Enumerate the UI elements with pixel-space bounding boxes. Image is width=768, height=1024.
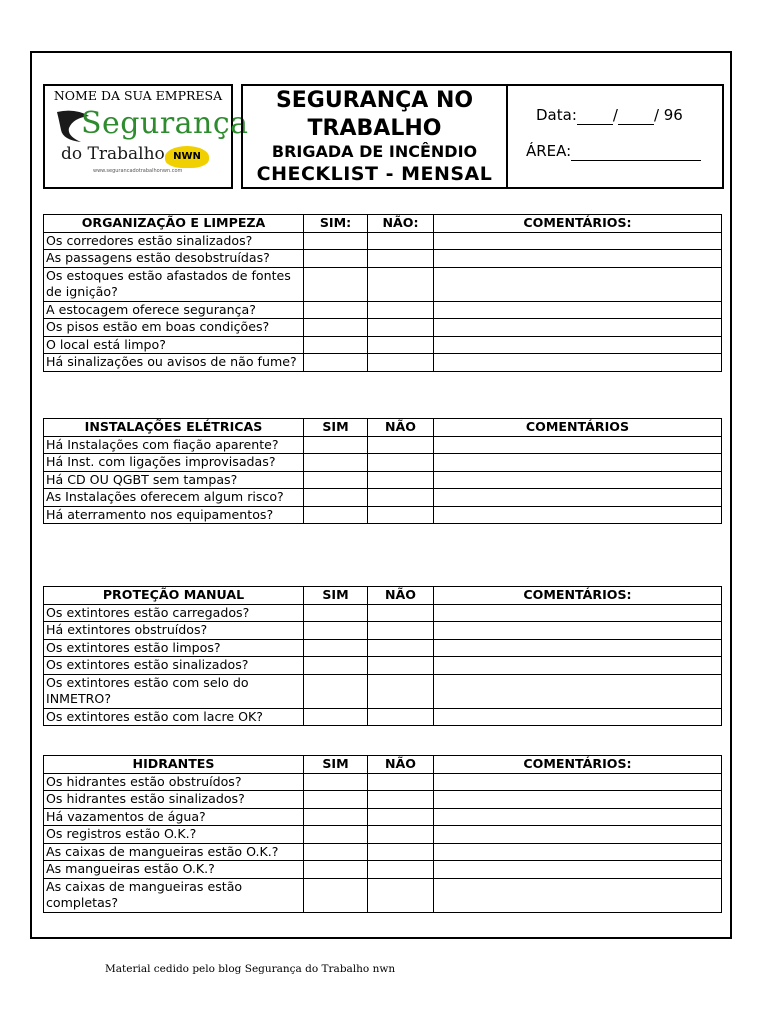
nao-cell[interactable]	[368, 808, 434, 826]
sim-cell[interactable]	[304, 436, 368, 454]
comentarios-cell[interactable]	[434, 773, 722, 791]
table-row	[44, 319, 722, 337]
comentarios-cell[interactable]	[434, 674, 722, 708]
nao-cell[interactable]	[368, 773, 434, 791]
sim-cell[interactable]	[304, 674, 368, 708]
question-cell: Há vazamentos de água?	[44, 808, 304, 826]
table-row	[44, 861, 722, 879]
col-sim-header: SIM	[304, 756, 368, 774]
nao-cell[interactable]	[368, 489, 434, 507]
nao-cell[interactable]	[368, 604, 434, 622]
date-field[interactable]	[536, 106, 683, 125]
sim-cell[interactable]	[304, 336, 368, 354]
comentarios-cell[interactable]	[434, 471, 722, 489]
nao-cell[interactable]	[368, 301, 434, 319]
question-cell: Os hidrantes estão obstruídos?	[44, 773, 304, 791]
table-organizacao-limpeza	[43, 214, 722, 372]
question-cell: Há CD OU QGBT sem tampas?	[44, 471, 304, 489]
col-nao-header: NÃO	[368, 756, 434, 774]
comentarios-cell[interactable]	[434, 604, 722, 622]
table-row	[44, 354, 722, 372]
date-area-box	[506, 84, 724, 189]
sim-cell[interactable]	[304, 471, 368, 489]
sim-cell[interactable]	[304, 826, 368, 844]
question-cell: As mangueiras estão O.K.?	[44, 861, 304, 879]
sim-cell[interactable]	[304, 808, 368, 826]
nao-cell[interactable]	[368, 232, 434, 250]
nao-cell[interactable]	[368, 250, 434, 268]
table-row	[44, 336, 722, 354]
question-cell: Os extintores estão com selo do INMETRO?	[44, 674, 304, 708]
table-header-row	[44, 419, 722, 437]
section-title: ORGANIZAÇÃO E LIMPEZA	[44, 215, 304, 233]
table-row	[44, 489, 722, 507]
question-cell: Os pisos estão em boas condições?	[44, 319, 304, 337]
col-nao-header: NÃO	[368, 419, 434, 437]
col-nao-header: NÃO:	[368, 215, 434, 233]
table-row	[44, 454, 722, 472]
col-comentarios-header: COMENTÁRIOS:	[434, 587, 722, 605]
title-line-4: CHECKLIST - MENSAL	[256, 163, 493, 185]
comentarios-cell[interactable]	[434, 878, 722, 912]
sim-cell[interactable]	[304, 454, 368, 472]
logo-url: www.segurancadotrabalhonwn.com	[93, 168, 183, 174]
area-label: ÁREA:	[526, 142, 572, 160]
nao-cell[interactable]	[368, 319, 434, 337]
comentarios-cell[interactable]	[434, 301, 722, 319]
nao-cell[interactable]	[368, 506, 434, 524]
sim-cell[interactable]	[304, 250, 368, 268]
date-separator: /	[612, 106, 618, 124]
table-row	[44, 301, 722, 319]
sim-cell[interactable]	[304, 489, 368, 507]
comentarios-cell[interactable]	[434, 232, 722, 250]
comentarios-cell[interactable]	[434, 808, 722, 826]
question-cell: Os extintores estão limpos?	[44, 639, 304, 657]
col-comentarios-header: COMENTÁRIOS:	[434, 215, 722, 233]
comentarios-cell[interactable]	[434, 436, 722, 454]
nao-cell[interactable]	[368, 674, 434, 708]
nao-cell[interactable]	[368, 791, 434, 809]
table-header-row	[44, 756, 722, 774]
comentarios-cell[interactable]	[434, 454, 722, 472]
comentarios-cell[interactable]	[434, 250, 722, 268]
question-cell: As Instalações oferecem algum risco?	[44, 489, 304, 507]
title-line-1: SEGURANÇA NO	[275, 88, 474, 113]
question-cell: Os extintores estão sinalizados?	[44, 657, 304, 675]
company-name: NOME DA SUA EMPRESA	[53, 88, 223, 103]
comentarios-cell[interactable]	[434, 791, 722, 809]
question-cell: A estocagem oferece segurança?	[44, 301, 304, 319]
title-line-3: BRIGADA DE INCÊNDIO	[271, 142, 478, 161]
comentarios-cell[interactable]	[434, 506, 722, 524]
table-row	[44, 843, 722, 861]
nao-cell[interactable]	[368, 639, 434, 657]
nao-cell[interactable]	[368, 878, 434, 912]
comentarios-cell[interactable]	[434, 489, 722, 507]
nao-cell[interactable]	[368, 267, 434, 301]
table-row	[44, 808, 722, 826]
question-cell: Os registros estão O.K.?	[44, 826, 304, 844]
table-hidrantes	[43, 755, 722, 913]
sim-cell[interactable]	[304, 622, 368, 640]
table-row	[44, 232, 722, 250]
question-cell: O local está limpo?	[44, 336, 304, 354]
area-field[interactable]	[526, 142, 701, 161]
comentarios-cell[interactable]	[434, 354, 722, 372]
table-row	[44, 708, 722, 726]
table-row	[44, 639, 722, 657]
sim-cell[interactable]	[304, 639, 368, 657]
question-cell: Há Inst. com ligações improvisadas?	[44, 454, 304, 472]
comentarios-cell[interactable]	[434, 708, 722, 726]
comentarios-cell[interactable]	[434, 861, 722, 879]
sim-cell[interactable]	[304, 773, 368, 791]
sim-cell[interactable]	[304, 657, 368, 675]
table-row	[44, 791, 722, 809]
table-row	[44, 878, 722, 912]
nao-cell[interactable]	[368, 657, 434, 675]
table-protecao-manual	[43, 586, 722, 726]
date-year: / 96	[653, 106, 683, 124]
section-title: HIDRANTES	[44, 756, 304, 774]
sim-cell[interactable]	[304, 319, 368, 337]
table-row	[44, 657, 722, 675]
table-row	[44, 622, 722, 640]
nao-cell[interactable]	[368, 454, 434, 472]
logo	[55, 106, 249, 178]
table-row	[44, 826, 722, 844]
nao-cell[interactable]	[368, 861, 434, 879]
col-sim-header: SIM	[304, 419, 368, 437]
table-header-row	[44, 587, 722, 605]
table-row	[44, 471, 722, 489]
comentarios-cell[interactable]	[434, 639, 722, 657]
nao-cell[interactable]	[368, 436, 434, 454]
comentarios-cell[interactable]	[434, 843, 722, 861]
comentarios-cell[interactable]	[434, 336, 722, 354]
logo-word-seguranca: Segurança	[81, 106, 249, 141]
sim-cell[interactable]	[304, 232, 368, 250]
table-row	[44, 773, 722, 791]
col-sim-header: SIM	[304, 587, 368, 605]
question-cell: As caixas de mangueiras estão completas?	[44, 878, 304, 912]
question-cell: As passagens estão desobstruídas?	[44, 250, 304, 268]
section-title: INSTALAÇÕES ELÉTRICAS	[44, 419, 304, 437]
nao-cell[interactable]	[368, 843, 434, 861]
question-cell: As caixas de mangueiras estão O.K.?	[44, 843, 304, 861]
question-cell: Há Instalações com fiação aparente?	[44, 436, 304, 454]
sim-cell[interactable]	[304, 861, 368, 879]
question-cell: Os extintores estão carregados?	[44, 604, 304, 622]
nao-cell[interactable]	[368, 826, 434, 844]
logo-badge-nwn: NWN	[165, 146, 209, 168]
sim-cell[interactable]	[304, 506, 368, 524]
sim-cell[interactable]	[304, 354, 368, 372]
date-label: Data:	[536, 106, 577, 124]
sim-cell[interactable]	[304, 843, 368, 861]
table-row	[44, 250, 722, 268]
table-row	[44, 506, 722, 524]
table-row	[44, 436, 722, 454]
table-row	[44, 604, 722, 622]
footer-credit: Material cedido pelo blog Segurança do Trabalho nwn	[105, 963, 396, 975]
col-nao-header: NÃO	[368, 587, 434, 605]
sim-cell[interactable]	[304, 878, 368, 912]
comentarios-cell[interactable]	[434, 319, 722, 337]
section-title: PROTEÇÃO MANUAL	[44, 587, 304, 605]
col-comentarios-header: COMENTÁRIOS	[434, 419, 722, 437]
col-comentarios-header: COMENTÁRIOS:	[434, 756, 722, 774]
company-logo-box	[43, 84, 249, 189]
nao-cell[interactable]	[368, 622, 434, 640]
question-cell: Há sinalizações ou avisos de não fume?	[44, 354, 304, 372]
question-cell: Há extintores obstruídos?	[44, 622, 304, 640]
table-instalacoes-eletricas	[43, 418, 722, 524]
logo-word-do-trabalho: do Trabalho	[61, 144, 165, 164]
comentarios-cell[interactable]	[434, 826, 722, 844]
nao-cell[interactable]	[368, 336, 434, 354]
title-line-2: TRABALHO	[307, 116, 442, 141]
checklist-page	[30, 51, 732, 939]
title-box	[241, 84, 508, 189]
sim-cell[interactable]	[304, 604, 368, 622]
question-cell: Os estoques estão afastados de fontes de ignição?	[44, 267, 304, 301]
question-cell: Os extintores estão com lacre OK?	[44, 708, 304, 726]
nao-cell[interactable]	[368, 471, 434, 489]
nao-cell[interactable]	[368, 354, 434, 372]
nao-cell[interactable]	[368, 708, 434, 726]
sim-cell[interactable]	[304, 267, 368, 301]
table-row	[44, 674, 722, 708]
question-cell: Há aterramento nos equipamentos?	[44, 506, 304, 524]
question-cell: Os corredores estão sinalizados?	[44, 232, 304, 250]
comentarios-cell[interactable]	[434, 657, 722, 675]
question-cell: Os hidrantes estão sinalizados?	[44, 791, 304, 809]
col-sim-header: SIM:	[304, 215, 368, 233]
comentarios-cell[interactable]	[434, 622, 722, 640]
table-header-row	[44, 215, 722, 233]
sim-cell[interactable]	[304, 791, 368, 809]
sim-cell[interactable]	[304, 708, 368, 726]
table-row	[44, 267, 722, 301]
comentarios-cell[interactable]	[434, 267, 722, 301]
sim-cell[interactable]	[304, 301, 368, 319]
